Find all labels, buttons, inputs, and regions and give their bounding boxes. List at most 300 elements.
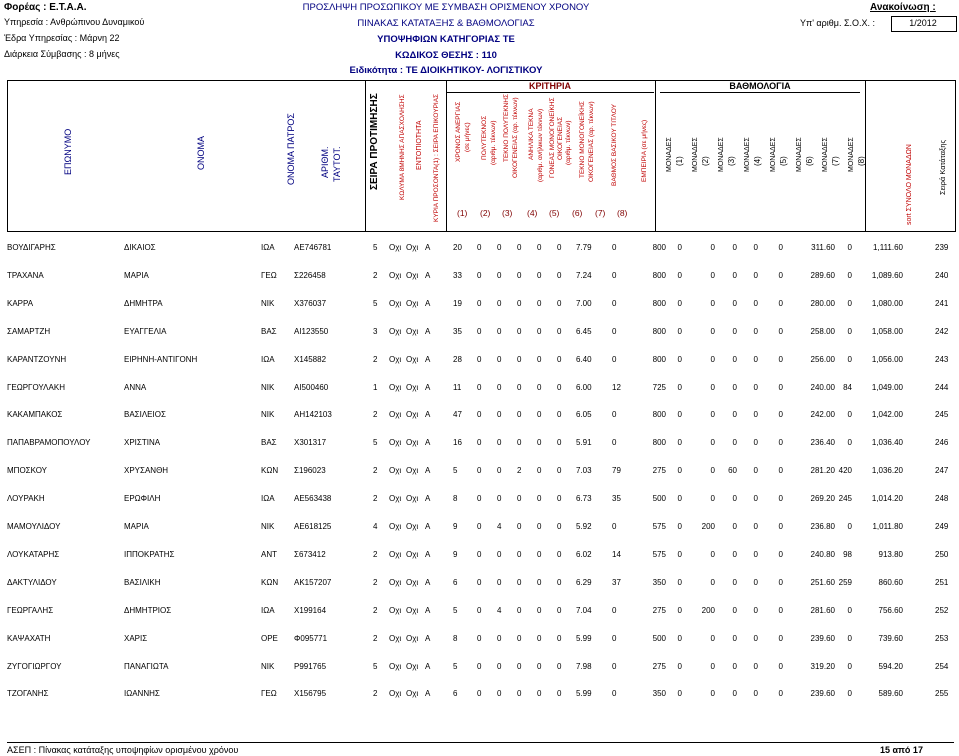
cell-m7: 239.60 — [810, 689, 835, 698]
cell-m1: 500 — [652, 494, 666, 503]
cell-synolo: 1,056.00 — [871, 355, 903, 364]
cell-m7: 236.80 — [810, 522, 835, 531]
cell-k5: 0 — [537, 410, 542, 419]
cell-k8: 0 — [612, 299, 617, 308]
cell-kolyma: Οχι — [389, 494, 402, 503]
cell-katataxi: 239 — [935, 243, 949, 252]
cell-eponymo: ΓΕΩΡΓΑΛΗΣ — [7, 606, 54, 615]
table-row — [0, 299, 959, 311]
k-number-label: (3) — [502, 208, 513, 218]
cell-k8: 0 — [612, 243, 617, 252]
col-k6-a: ΤΕΚΝΟ ΜΟΝΟΓΟΝΕΪΚΗΣ — [579, 101, 586, 178]
cell-m4: 0 — [732, 606, 737, 615]
cell-k4: 0 — [517, 438, 522, 447]
cell-tautot: ΑΕ563438 — [294, 494, 332, 503]
cell-m2: 0 — [677, 271, 682, 280]
cell-k2: 0 — [477, 466, 482, 475]
cell-tautot: Χ376037 — [294, 299, 327, 308]
cell-seira: 1 — [373, 383, 378, 392]
cell-k1: 5 — [453, 606, 458, 615]
cell-katataxi: 244 — [935, 383, 949, 392]
cell-m5: 0 — [753, 355, 758, 364]
cell-m3: 0 — [710, 299, 715, 308]
col-k6-b: ΟΙΚΟΓΕΝΕΙΑΣ (αρ. τέκνων) — [588, 101, 595, 182]
cell-m4: 0 — [732, 299, 737, 308]
cell-synolo: 594.20 — [878, 662, 903, 671]
cell-m8: 0 — [847, 634, 852, 643]
cell-m1: 800 — [652, 327, 666, 336]
cell-tautot: Χ156795 — [294, 689, 327, 698]
cell-m5: 0 — [753, 438, 758, 447]
cell-m6: 0 — [778, 327, 783, 336]
cell-eponymo: ΤΖΟΓΑΝΗΣ — [7, 689, 49, 698]
col-monades-number: (6) — [805, 156, 814, 166]
cell-m1: 800 — [652, 271, 666, 280]
cell-m1: 800 — [652, 355, 666, 364]
cell-entopiotita: Οχι — [406, 327, 419, 336]
header-divider — [446, 80, 447, 232]
cell-k4: 0 — [517, 578, 522, 587]
cell-k1: 28 — [453, 355, 462, 364]
cell-entopiotita: Οχι — [406, 271, 419, 280]
cell-m4: 0 — [732, 578, 737, 587]
col-monades: ΜΟΝΑΔΕΣ — [848, 137, 855, 172]
cell-m3: 200 — [701, 522, 715, 531]
cell-patros: ΙΩΑ — [261, 243, 275, 252]
kritiria-group-label: ΚΡΙΤΗΡΙΑ — [528, 81, 571, 91]
cell-k5: 0 — [537, 466, 542, 475]
cell-kolyma: Οχι — [389, 606, 402, 615]
diarkeia-label: Διάρκεια Σύμβασης : 8 μήνες — [4, 49, 120, 59]
cell-patros: ΓΕΩ — [261, 271, 277, 280]
cell-k6: 0 — [557, 634, 562, 643]
cell-m6: 0 — [778, 383, 783, 392]
cell-synolo: 1,036.40 — [871, 438, 903, 447]
cell-seira: 2 — [373, 578, 378, 587]
cell-seira: 5 — [373, 299, 378, 308]
cell-kyria: Α — [425, 689, 431, 698]
cell-kyria: Α — [425, 550, 431, 559]
cell-m3: 0 — [710, 689, 715, 698]
cell-m3: 0 — [710, 662, 715, 671]
col-seira-protimisis: ΣΕΙΡΑ ΠΡΟΤΙΜΗΣΗΣ — [369, 93, 380, 190]
cell-eponymo: ΛΟΥΚΑΤΑΡΗΣ — [7, 550, 60, 559]
cell-eponymo: ΖΥΓΟΓΙΩΡΓΟΥ — [7, 662, 62, 671]
col-k5-b: ΟΙΚΟΓΕΝΕΙΑΣ — [557, 116, 564, 160]
cell-synolo: 1,058.00 — [871, 327, 903, 336]
cell-onoma: ΙΠΠΟΚΡΑΤΗΣ — [124, 550, 175, 559]
cell-onoma: ΑΝΝΑ — [124, 383, 147, 392]
cell-kolyma: Οχι — [389, 662, 402, 671]
cell-k3: 4 — [497, 606, 502, 615]
cell-kyria: Α — [425, 271, 431, 280]
cell-patros: ΝΙΚ — [261, 383, 275, 392]
cell-kyria: Α — [425, 634, 431, 643]
col-k1-b: (σε μήνες) — [464, 122, 471, 152]
cell-k7: 6.02 — [576, 550, 592, 559]
cell-eponymo: ΔΑΚΤΥΛΙΔΟΥ — [7, 578, 57, 587]
cell-k4: 0 — [517, 243, 522, 252]
cell-m4: 0 — [732, 689, 737, 698]
cell-eponymo: ΚΑΚΑΜΠΑΚΟΣ — [7, 410, 63, 419]
cell-synolo: 913.80 — [878, 550, 903, 559]
cell-k4: 0 — [517, 606, 522, 615]
cell-m7: 319.20 — [810, 662, 835, 671]
cell-k7: 7.03 — [576, 466, 592, 475]
cell-k6: 0 — [557, 606, 562, 615]
cell-k6: 0 — [557, 355, 562, 364]
cell-k8: 37 — [612, 578, 621, 587]
cell-m6: 0 — [778, 606, 783, 615]
cell-k5: 0 — [537, 299, 542, 308]
cell-tautot: Ρ991765 — [294, 662, 327, 671]
col-monades: ΜΟΝΑΔΕΣ — [744, 137, 751, 172]
footer-page: 15 από 17 — [880, 745, 923, 755]
cell-m3: 0 — [710, 494, 715, 503]
cell-onoma: ΧΡΥΣΑΝΘΗ — [124, 466, 169, 475]
cell-k2: 0 — [477, 383, 482, 392]
cell-eponymo: ΣΑΜΑΡΤΖΗ — [7, 327, 51, 336]
cell-k6: 0 — [557, 689, 562, 698]
cell-k8: 35 — [612, 494, 621, 503]
cell-m8: 0 — [847, 299, 852, 308]
cell-onoma: ΕΙΡΗΝΗ-ΑΝΤΙΓΟΝΗ — [124, 355, 198, 364]
cell-k5: 0 — [537, 689, 542, 698]
cell-m2: 0 — [677, 578, 682, 587]
cell-synolo: 1,042.00 — [871, 410, 903, 419]
cell-eponymo: ΜΑΜΟΥΛΙΔΟΥ — [7, 522, 61, 531]
cell-m8: 0 — [847, 522, 852, 531]
cell-k6: 0 — [557, 299, 562, 308]
cell-k2: 0 — [477, 689, 482, 698]
col-k5-a: ΓΟΝΕΑΣ ΜΟΝΟΓΟΝΕΪΚΗΣ — [549, 97, 556, 178]
cell-m1: 725 — [652, 383, 666, 392]
cell-m4: 0 — [732, 410, 737, 419]
cell-kolyma: Οχι — [389, 299, 402, 308]
cell-k4: 0 — [517, 662, 522, 671]
cell-k4: 0 — [517, 550, 522, 559]
cell-m8: 0 — [847, 271, 852, 280]
cell-m1: 275 — [652, 466, 666, 475]
cell-entopiotita: Οχι — [406, 634, 419, 643]
cell-k6: 0 — [557, 271, 562, 280]
table-row — [0, 550, 959, 562]
k-number-label: (8) — [617, 208, 628, 218]
cell-k6: 0 — [557, 410, 562, 419]
cell-m4: 0 — [732, 355, 737, 364]
col-entopiotita: ΕΝΤΟΠΙΟΤΗΤΑ — [416, 120, 423, 170]
cell-eponymo: ΒΟΥΔΙΓΑΡΗΣ — [7, 243, 56, 252]
cell-seira: 2 — [373, 634, 378, 643]
cell-eponymo: ΜΠΟΣΚΟΥ — [7, 466, 47, 475]
cell-eponymo: ΛΟΥΡΑΚΗ — [7, 494, 45, 503]
table-row — [0, 494, 959, 506]
cell-k6: 0 — [557, 327, 562, 336]
cell-m1: 800 — [652, 438, 666, 447]
cell-entopiotita: Οχι — [406, 606, 419, 615]
cell-m6: 0 — [778, 271, 783, 280]
cell-entopiotita: Οχι — [406, 689, 419, 698]
cell-k7: 7.24 — [576, 271, 592, 280]
cell-patros: ΙΩΑ — [261, 355, 275, 364]
col-k1-a: ΧΡΟΝΟΣ ΑΝΕΡΓΙΑΣ — [455, 101, 462, 162]
cell-m2: 0 — [677, 410, 682, 419]
cell-seira: 4 — [373, 522, 378, 531]
cell-synolo: 1,080.00 — [871, 299, 903, 308]
cell-m1: 275 — [652, 606, 666, 615]
cell-k3: 0 — [497, 355, 502, 364]
cell-m8: 0 — [847, 243, 852, 252]
cell-m6: 0 — [778, 662, 783, 671]
cell-eponymo: ΓΕΩΡΓΟΥΛΑΚΗ — [7, 383, 65, 392]
cell-k5: 0 — [537, 438, 542, 447]
cell-m6: 0 — [778, 438, 783, 447]
cell-m7: 256.00 — [810, 355, 835, 364]
title-line-1: ΠΡΟΣΛΗΨΗ ΠΡΟΣΩΠΙΚΟΥ ΜΕ ΣΥΜΒΑΣΗ ΟΡΙΣΜΕΝΟΥ ΧΡΟΝΟΥ — [302, 2, 590, 13]
cell-seira: 5 — [373, 438, 378, 447]
cell-patros: ΒΑΣ — [261, 438, 277, 447]
cell-k4: 0 — [517, 299, 522, 308]
cell-k5: 0 — [537, 578, 542, 587]
cell-m6: 0 — [778, 466, 783, 475]
cell-katataxi: 248 — [935, 494, 949, 503]
cell-tautot: Σ196023 — [294, 466, 326, 475]
cell-k5: 0 — [537, 522, 542, 531]
table-row — [0, 383, 959, 395]
cell-m1: 500 — [652, 634, 666, 643]
cell-patros: ΝΙΚ — [261, 522, 275, 531]
cell-m3: 0 — [710, 578, 715, 587]
cell-m3: 0 — [710, 466, 715, 475]
cell-seira: 2 — [373, 494, 378, 503]
col-k4-a: ΑΝΗΛΙΚΑ ΤΕΚΝΑ — [528, 108, 535, 160]
col-k5-c: (αριθμ. τέκνων) — [565, 120, 572, 165]
cell-k4: 0 — [517, 689, 522, 698]
cell-m8: 0 — [847, 410, 852, 419]
cell-k3: 0 — [497, 578, 502, 587]
cell-entopiotita: Οχι — [406, 243, 419, 252]
cell-k7: 7.98 — [576, 662, 592, 671]
cell-entopiotita: Οχι — [406, 662, 419, 671]
cell-k3: 0 — [497, 634, 502, 643]
cell-k1: 47 — [453, 410, 462, 419]
cell-k1: 5 — [453, 466, 458, 475]
col-monades-number: (1) — [675, 156, 684, 166]
cell-m8: 245 — [838, 494, 852, 503]
cell-k2: 0 — [477, 299, 482, 308]
cell-k8: 0 — [612, 327, 617, 336]
cell-k2: 0 — [477, 438, 482, 447]
cell-katataxi: 246 — [935, 438, 949, 447]
table-row — [0, 578, 959, 590]
foreas-label: Φορέας : Ε.Τ.Α.Α. — [4, 2, 87, 13]
col-synolo: sort ΣΥΝΟΛΟ ΜΟΝΑΔΩΝ — [906, 144, 913, 225]
cell-m4: 0 — [732, 662, 737, 671]
col-monades: ΜΟΝΑΔΕΣ — [770, 137, 777, 172]
vathmologia-underline — [660, 92, 860, 93]
cell-kyria: Α — [425, 355, 431, 364]
cell-m5: 0 — [753, 578, 758, 587]
col-onoma-patros: ΟΝΟΜΑ ΠΑΤΡΟΣ — [286, 113, 296, 185]
cell-tautot: Σ673412 — [294, 550, 326, 559]
cell-k7: 6.40 — [576, 355, 592, 364]
cell-m7: 258.00 — [810, 327, 835, 336]
cell-k7: 7.04 — [576, 606, 592, 615]
cell-m1: 575 — [652, 522, 666, 531]
cell-k8: 14 — [612, 550, 621, 559]
cell-k5: 0 — [537, 355, 542, 364]
cell-tautot: Χ301317 — [294, 438, 327, 447]
cell-m6: 0 — [778, 634, 783, 643]
cell-m8: 84 — [843, 383, 852, 392]
cell-k6: 0 — [557, 243, 562, 252]
cell-kolyma: Οχι — [389, 634, 402, 643]
cell-k7: 5.99 — [576, 689, 592, 698]
cell-entopiotita: Οχι — [406, 466, 419, 475]
cell-katataxi: 252 — [935, 606, 949, 615]
cell-k7: 7.79 — [576, 243, 592, 252]
cell-m1: 350 — [652, 578, 666, 587]
cell-eponymo: ΤΡΑΧΑΝΑ — [7, 271, 44, 280]
cell-k6: 0 — [557, 522, 562, 531]
cell-k2: 0 — [477, 522, 482, 531]
cell-k5: 0 — [537, 662, 542, 671]
cell-k6: 0 — [557, 466, 562, 475]
cell-m5: 0 — [753, 522, 758, 531]
cell-kolyma: Οχι — [389, 327, 402, 336]
cell-onoma: ΔΙΚΑΙΟΣ — [124, 243, 156, 252]
cell-m8: 0 — [847, 438, 852, 447]
cell-k3: 0 — [497, 550, 502, 559]
cell-k2: 0 — [477, 578, 482, 587]
cell-katataxi: 254 — [935, 662, 949, 671]
col-monades-number: (8) — [857, 156, 866, 166]
col-seira-katataxis: Σειρά Κατάταξης — [938, 139, 947, 195]
cell-m3: 0 — [710, 355, 715, 364]
cell-k6: 0 — [557, 662, 562, 671]
cell-k7: 5.99 — [576, 634, 592, 643]
table-row — [0, 410, 959, 422]
cell-entopiotita: Οχι — [406, 355, 419, 364]
cell-entopiotita: Οχι — [406, 383, 419, 392]
cell-m5: 0 — [753, 606, 758, 615]
cell-k4: 0 — [517, 522, 522, 531]
cell-m7: 311.60 — [811, 243, 835, 252]
cell-k2: 0 — [477, 410, 482, 419]
cell-k3: 0 — [497, 494, 502, 503]
cell-m2: 0 — [677, 494, 682, 503]
cell-m8: 420 — [838, 466, 852, 475]
cell-kyria: Α — [425, 494, 431, 503]
cell-m3: 0 — [710, 383, 715, 392]
cell-k6: 0 — [557, 438, 562, 447]
cell-m4: 0 — [732, 327, 737, 336]
cell-tautot: Φ095771 — [294, 634, 328, 643]
cell-kolyma: Οχι — [389, 355, 402, 364]
col-eponymo: ΕΠΩΝΥΜΟ — [63, 128, 73, 175]
cell-m2: 0 — [677, 689, 682, 698]
cell-m7: 269.20 — [810, 494, 835, 503]
col-monades: ΜΟΝΑΔΕΣ — [666, 137, 673, 172]
cell-kolyma: Οχι — [389, 550, 402, 559]
k-number-label: (5) — [549, 208, 560, 218]
cell-patros: ΝΙΚ — [261, 410, 275, 419]
cell-k8: 0 — [612, 606, 617, 615]
col-tautot: ΤΑΥΤΟΤ. — [332, 146, 342, 182]
cell-seira: 2 — [373, 271, 378, 280]
cell-m2: 0 — [677, 438, 682, 447]
cell-synolo: 1,111.60 — [873, 243, 903, 252]
cell-m4: 0 — [732, 494, 737, 503]
cell-k8: 0 — [612, 355, 617, 364]
cell-patros: ΙΩΑ — [261, 494, 275, 503]
cell-kyria: Α — [425, 243, 431, 252]
cell-k3: 0 — [497, 243, 502, 252]
cell-katataxi: 249 — [935, 522, 949, 531]
cell-entopiotita: Οχι — [406, 299, 419, 308]
table-row — [0, 689, 959, 701]
cell-m2: 0 — [677, 327, 682, 336]
cell-kyria: Α — [425, 299, 431, 308]
cell-k3: 0 — [497, 383, 502, 392]
cell-k4: 0 — [517, 634, 522, 643]
header-divider — [655, 80, 656, 232]
col-monades-number: (5) — [779, 156, 788, 166]
cell-k2: 0 — [477, 662, 482, 671]
table-row — [0, 438, 959, 450]
cell-k3: 0 — [497, 466, 502, 475]
cell-m2: 0 — [677, 299, 682, 308]
anakoinosi-label: Ανακοίνωση : — [870, 2, 936, 13]
cell-k2: 0 — [477, 355, 482, 364]
col-arithm: ΑΡΙΘΜ. — [320, 146, 330, 178]
cell-eponymo: ΠΑΠΑΒΡΑΜΟΠΟΥΛΟΥ — [7, 438, 91, 447]
col-monades-number: (7) — [831, 156, 840, 166]
col-monades-number: (4) — [753, 156, 762, 166]
cell-m6: 0 — [778, 689, 783, 698]
cell-tautot: ΑΕ618125 — [294, 522, 332, 531]
cell-m3: 0 — [710, 271, 715, 280]
cell-k5: 0 — [537, 634, 542, 643]
col-k2-a: ΠΟΛΥΤΕΚΝΟΣ — [481, 115, 488, 160]
cell-k7: 6.29 — [576, 578, 592, 587]
cell-seira: 2 — [373, 466, 378, 475]
cell-k4: 2 — [517, 466, 522, 475]
cell-katataxi: 243 — [935, 355, 949, 364]
cell-kyria: Α — [425, 662, 431, 671]
cell-m5: 0 — [753, 271, 758, 280]
cell-m6: 0 — [778, 355, 783, 364]
cell-kolyma: Οχι — [389, 466, 402, 475]
cell-synolo: 739.60 — [878, 634, 903, 643]
cell-synolo: 1,089.60 — [871, 271, 903, 280]
cell-k8: 0 — [612, 271, 617, 280]
title-line-2: ΠΙΝΑΚΑΣ ΚΑΤΑΤΑΞΗΣ & ΒΑΘΜΟΛΟΓΙΑΣ — [357, 18, 535, 29]
cell-m8: 0 — [847, 606, 852, 615]
col-monades: ΜΟΝΑΔΕΣ — [692, 137, 699, 172]
col-kyria-prosonta: ΚΥΡΙΑ ΠΡΟΣΟΝΤΑ(1) : ΣΕΙΡΑ ΕΠΙΚΟΥΡΙΑΣ — [433, 93, 440, 222]
cell-kolyma: Οχι — [389, 243, 402, 252]
cell-m3: 0 — [710, 438, 715, 447]
col-monades: ΜΟΝΑΔΕΣ — [822, 137, 829, 172]
cell-k3: 0 — [497, 271, 502, 280]
cell-m3: 0 — [710, 327, 715, 336]
k-number-label: (7) — [595, 208, 606, 218]
cell-tautot: ΑΗ142103 — [294, 410, 332, 419]
cell-seira: 2 — [373, 689, 378, 698]
cell-k1: 6 — [453, 689, 458, 698]
cell-tautot: ΑΚ157207 — [294, 578, 332, 587]
